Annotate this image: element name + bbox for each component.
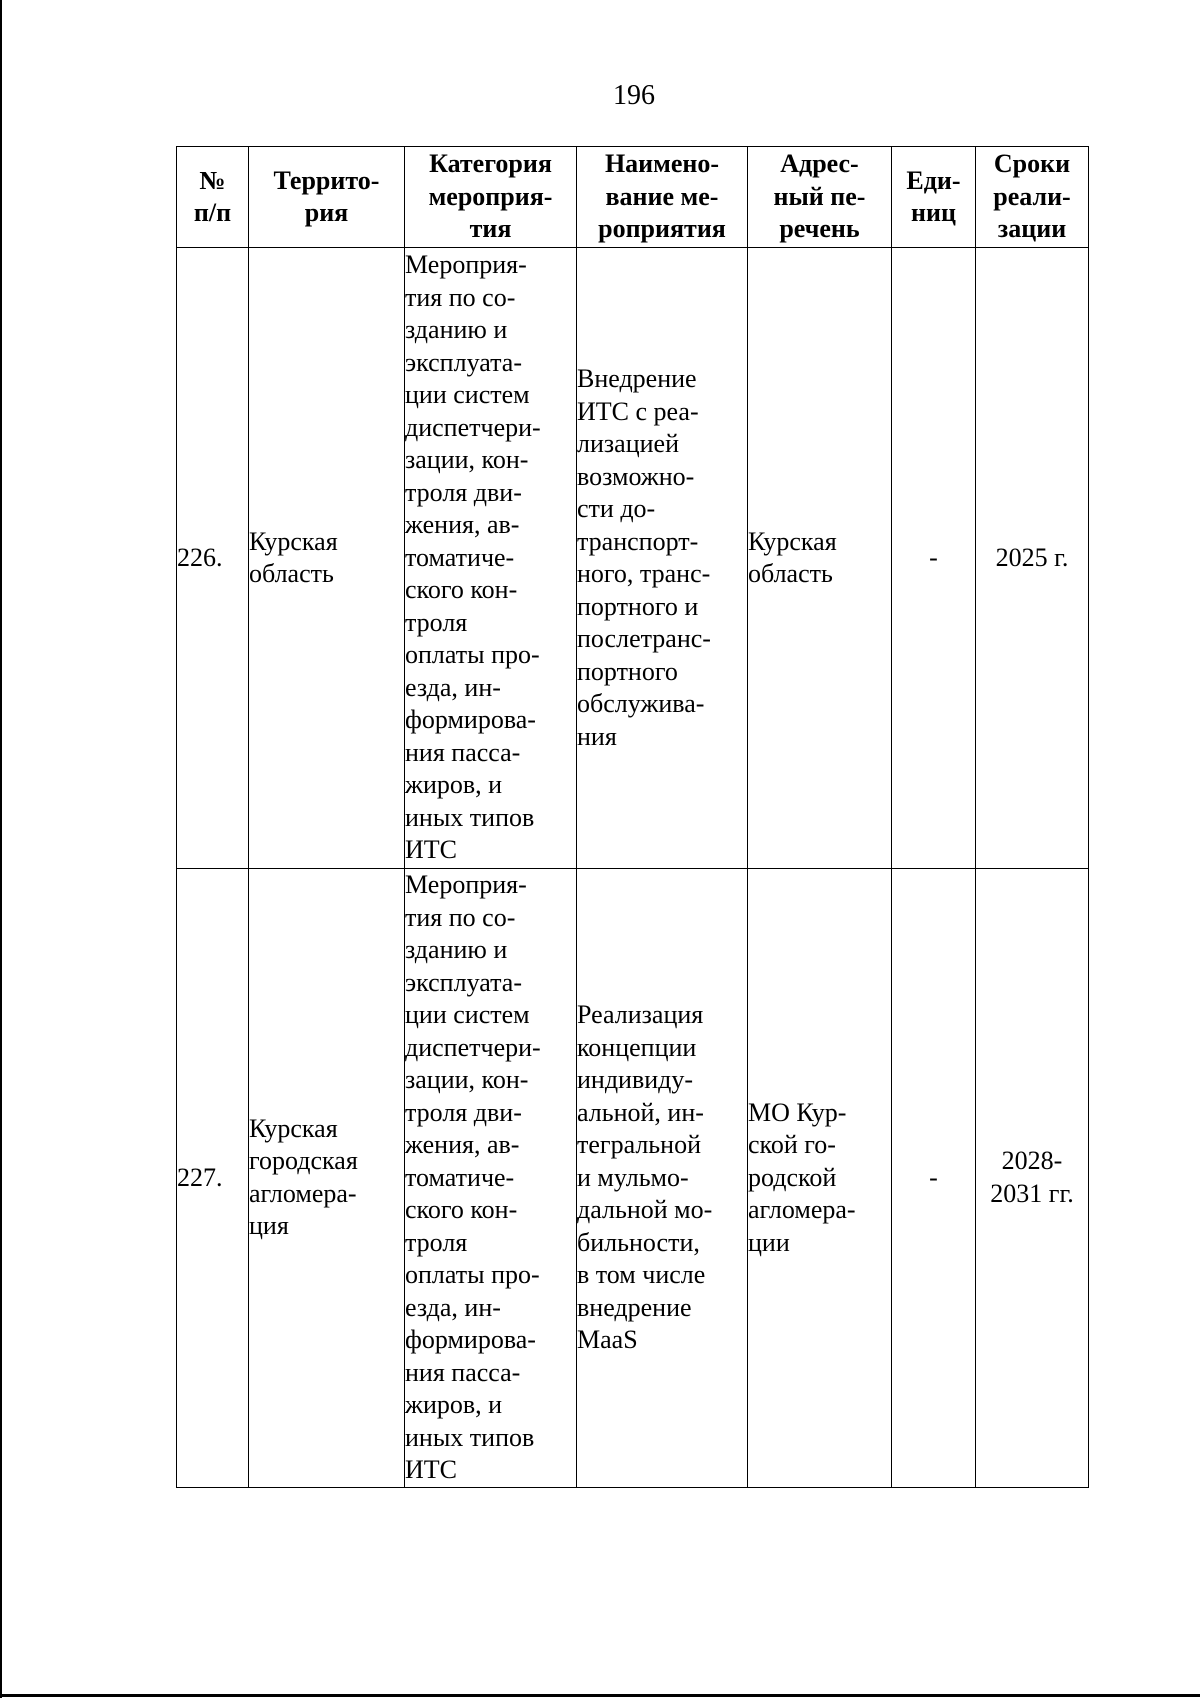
header-category: Категория мероприя- тия [405,147,577,248]
cell-units: - [892,869,976,1488]
cell-address-list: Курская область [748,248,892,869]
page-bottom-edge [0,1694,1200,1697]
cell-category: Мероприя- тия по со- зданию и эксплуата- ции систем диспетчери- зации, кон- троля дви- жения, ав- томатиче- ского кон- троля оплаты про- езда, ин- формирова- ния пасса- жиров, и иных типов ИТС [405,869,577,1488]
table-header-row [177,147,1089,248]
cell-event-name: Реализация концепции индивиду- альной, ин- тегральной и мульмо- дальной мо- бильности, в том числе внедрение MaaS [577,869,748,1488]
header-term: Сроки реали- зации [976,147,1089,248]
cell-address-list: МО Кур- ской го- родской агломера- ции [748,869,892,1488]
cell-category: Мероприя- тия по со- зданию и эксплуата- ции систем диспетчери- зации, кон- троля дви- жения, ав- томатиче- ского кон- троля оплаты про- езда, ин- формирова- ния пасса- жиров, и иных типов ИТС [405,248,577,869]
events-table [176,146,1089,1488]
cell-number: 227. [177,869,249,1488]
header-address-list: Адрес- ный пе- речень [748,147,892,248]
cell-units: - [892,248,976,869]
page-number: 196 [613,80,655,111]
table-row [177,248,1089,869]
header-units: Еди- ниц [892,147,976,248]
cell-number: 226. [177,248,249,869]
page-left-edge [0,0,2,1698]
cell-event-name: Внедрение ИТС с реа- лизацией возможно- сти до- транспорт- ного, транс- портного и послетранс- портного обслужива- ния [577,248,748,869]
cell-term: 2028- 2031 гг. [976,869,1089,1488]
cell-territory: Курская городская агломера- ция [249,869,405,1488]
table-row [177,869,1089,1488]
header-territory: Террито- рия [249,147,405,248]
cell-territory: Курская область [249,248,405,869]
cell-term: 2025 г. [976,248,1089,869]
header-number: № п/п [177,147,249,248]
header-event-name: Наимено- вание ме- роприятия [577,147,748,248]
